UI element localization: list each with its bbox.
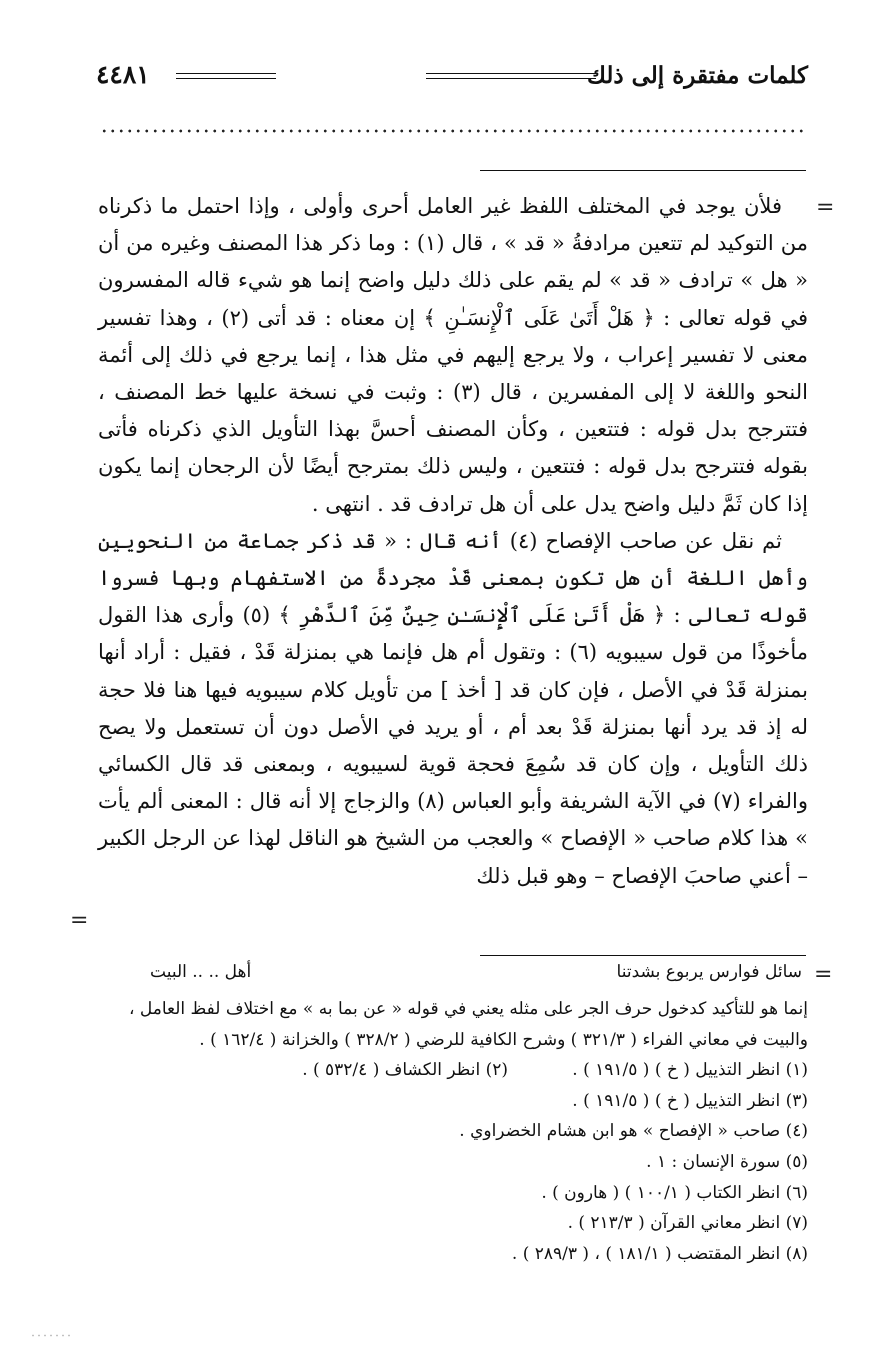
scan-speck <box>30 1334 70 1337</box>
separator-rule <box>480 170 806 171</box>
body-paragraph: فلأن يوجد في المختلف اللفظ غير العامل أحرى وأولى ، وإذا احتمل ما ذكرناه من التوكيد لم تتعين مرادفةُ « قد » ، قال (١) : وما ذكر هذا المصنف وغيره من أن « هل » ترادف « قد » لم يقم على ذلك دليل واضح إنما هو شيء قاله المفسرون في قوله تعالى : ﴿ هَلْ أَتَىٰ عَلَى ٱلْإِنسَـٰنِ ﴾ إن معناه : قد أتى (٢) ، وهذا تفسير معنى لا تفسير إعراب ، ولا يرجع إليهم في مثل هذا ، إنما يرجع في ذلك إلى أئمة النحو واللغة لا إلى المفسرين ، قال (٣) : وثبت في نسخة عليها خط المصنف ، فتترجح بدل قوله : فتتعين ، وكأن المصنف أحسَّ بهذا التأويل الذي ذكرناه فأتى بقوله فتترجح بدل قوله : فتتعين ، وليس ذلك بمترجح أيضًا لأن الرجحان إنما يكون إذا كان ثَمَّ دليل واضح يدل على أن هل ترادف قد . انتهى . <box>98 194 808 516</box>
header-rule <box>176 73 276 79</box>
running-title: كلمات مفتقرة إلى ذلك <box>586 62 808 89</box>
footnote-continuation: والبيت في معاني الفراء ( ٣٢١/٣ ) وشرح الكافية للرضي ( ٣٢٨/٢ ) والخزانة ( ١٦٢/٤ ) . <box>199 1029 808 1050</box>
main-text <box>98 188 808 895</box>
footnote-4: (٤) صاحب « الإفصاح » هو ابن هشام الخضراوي . <box>459 1121 808 1142</box>
footnote-2: (٢) انظر الكشاف ( ٥٣٢/٤ ) . <box>302 1060 508 1081</box>
footnote-3: (٣) انظر التذييل ( خ ) ( ١٩١/٥ ) . <box>572 1090 808 1111</box>
body-paragraph: ثم نقل عن صاحب الإفصاح (٤) أنه قال : « قد ذكر جماعة من النحويين وأهل اللغة أن هل تكون بمعنى قَدْ مجردةً من الاستفهام وبها فسروا قوله تعالى : ﴿ هَلْ أَتَىٰ عَلَى ٱلْإِنسَـٰنِ حِينٌ مِّنَ ٱلدَّهْرِ ﴾ (٥) وأرى هذا القول مأخوذًا من قول سيبويه (٦) : وتقول أم هل فإنما هي بمنزلة قَدْ ، فقيل : أراد أنها بمنزلة قَدْ في الأصل ، فإن كان قد [ أخذ ] من تأويل كلام سيبويه فيها هنا فلا حجة له إذ قد يرد أنها بمنزلة قَدْ بعد أم ، أو يريد في الأصل دون أن تستعمل ولا يصح ذلك التأويل ، وإن كان قد سُمِعَ فحجة قوية لسيبويه ، وبمعنى قد قال الكسائي والفراء (٧) في الآية الشريفة وأبو العباس (٨) والزجاج إلا أنه قال : المعنى ألم يأت » هذا كلام صاحب « الإفصاح » والعجب من الشيخ هو الناقل لهذا عن الرجل الكبير – أعني صاحبَ الإفصاح – وهو قبل ذلك <box>98 528 809 888</box>
continuation-marker: = <box>814 962 833 987</box>
footnote-row <box>110 1055 808 1086</box>
footnote-1: (١) انظر التذييل ( خ ) ( ١٩١/٥ ) . <box>572 1060 808 1081</box>
poem-second-hemistich: أهل .. .. البيت <box>150 962 252 982</box>
footnote-rule <box>480 955 806 956</box>
footnotes <box>110 994 808 1269</box>
dotted-separator <box>100 126 806 136</box>
continuation-marker: = <box>70 908 89 933</box>
footnote-6: (٦) انظر الكتاب ( ١٠٠/١ ) ( هارون ) . <box>541 1182 808 1203</box>
footnote-8: (٨) انظر المقتضب ( ١٨١/١ ) ، ( ٢٨٩/٣ ) . <box>511 1243 808 1264</box>
poem-first-hemistich: سائل فوارس يربوع بشدتنا <box>616 962 802 982</box>
header-rule <box>426 73 596 79</box>
running-header <box>96 58 808 98</box>
footnote-continuation: إنما هو للتأكيد كدخول حرف الجر على مثله يعني في قوله « عن بما به » مع اختلاف لفظ العامل ، <box>128 999 808 1019</box>
footnote-5: (٥) سورة الإنسان : ١ . <box>646 1151 808 1172</box>
footnote-7: (٧) انظر معاني القرآن ( ٢١٣/٣ ) . <box>567 1213 808 1234</box>
continuation-marker: = <box>816 195 835 220</box>
page-number: ٤٤٨١ <box>96 60 150 89</box>
